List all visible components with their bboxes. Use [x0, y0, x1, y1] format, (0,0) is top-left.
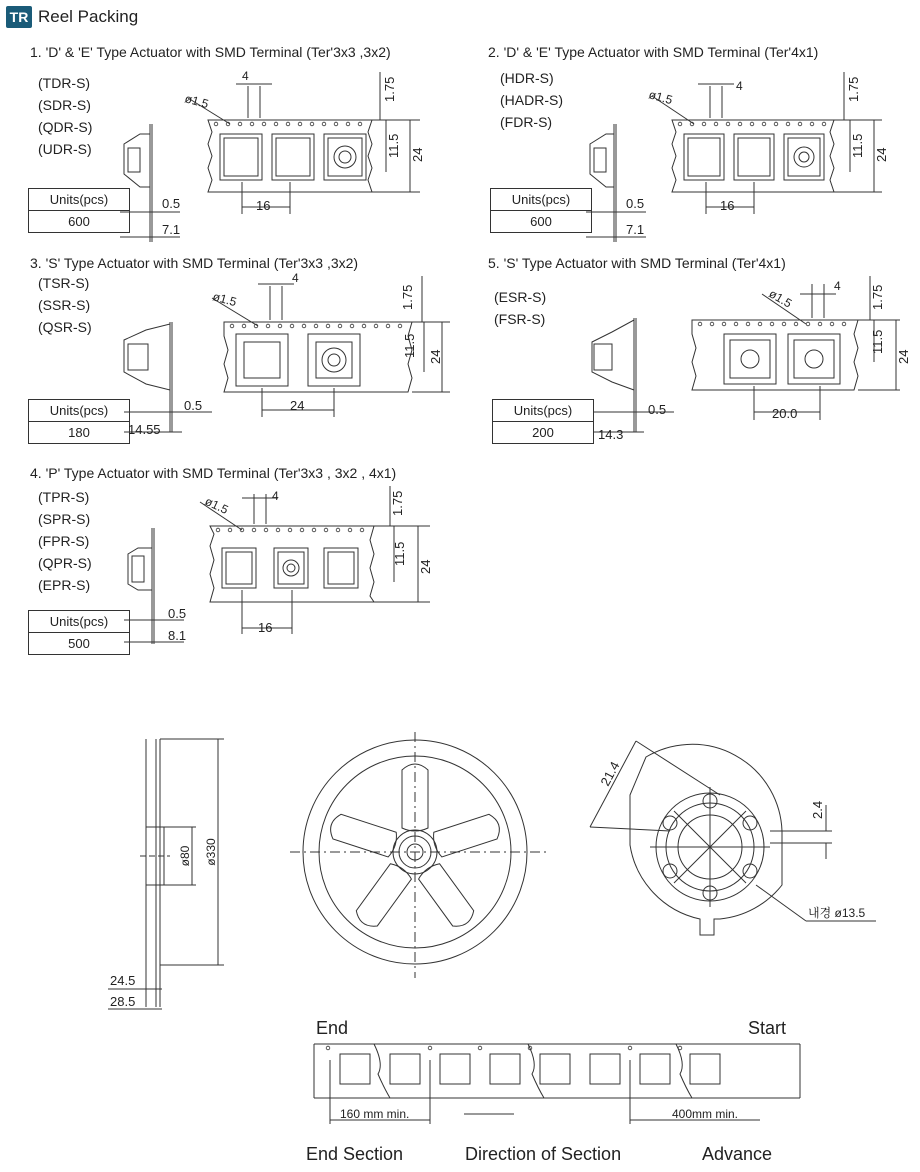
dim-hub-dia: ø80: [178, 845, 192, 867]
tape-end-label: End: [316, 1018, 349, 1038]
dim-inner-dia: 내경 ø13.5: [808, 906, 866, 920]
dim-w1: 24.5: [110, 973, 136, 988]
section-3-drawing: [112, 272, 452, 444]
units-label: Units(pcs): [29, 189, 129, 211]
dim-top: 1.75: [382, 76, 397, 102]
dim-depth: 14.3: [598, 427, 624, 442]
model-label: (SPR-S): [38, 511, 91, 527]
dim-pocket: 16: [256, 198, 271, 213]
tape-end-min: 160 mm min.: [340, 1107, 410, 1121]
section-1-models: [38, 72, 92, 160]
hub-detail: [570, 735, 910, 945]
dim-hole: ø1.5: [766, 286, 795, 311]
tape-leader-diagram: [300, 1040, 805, 1132]
dim-mid: 11.5: [850, 133, 865, 158]
dim-hub-size: 21.4: [597, 759, 623, 789]
units-value: 180: [68, 425, 90, 440]
model-label: (EPR-S): [38, 577, 91, 593]
units-value: 200: [532, 425, 554, 440]
dim-top: 1.75: [870, 284, 885, 310]
model-label: (SDR-S): [38, 97, 91, 113]
end-section-label: End Section: [306, 1144, 404, 1164]
dim-w2: 28.5: [110, 994, 136, 1009]
model-label: (QDR-S): [38, 119, 93, 135]
model-label: (HADR-S): [500, 92, 563, 108]
tr-badge: TR: [6, 6, 32, 28]
section-2-drawing: [572, 62, 912, 247]
model-label: (FPR-S): [38, 533, 90, 549]
dim-thick: 0.5: [162, 196, 181, 211]
model-label: (QSR-S): [38, 319, 92, 335]
units-value: 600: [530, 214, 552, 229]
units-label: Units(pcs): [29, 611, 129, 633]
dim-hole: ø1.5: [183, 91, 211, 112]
section-5-units-box: [492, 399, 594, 444]
dim-top: 1.75: [390, 490, 405, 516]
dim-mid: 11.5: [386, 133, 401, 158]
units-value: 500: [68, 636, 90, 651]
dim-mid: 11.5: [392, 541, 407, 566]
section-4-title: 4. 'P' Type Actuator with SMD Terminal (Ter'3x3 , 3x2 , 4x1): [30, 465, 397, 481]
units-label: Units(pcs): [491, 189, 591, 211]
model-label: (FSR-S): [494, 311, 546, 327]
section-5-drawing: [580, 272, 918, 444]
model-label: (SSR-S): [38, 297, 91, 313]
dim-mid: 11.5: [870, 329, 885, 354]
dim-pitch: 4: [242, 69, 249, 83]
dim-hole: ø1.5: [202, 494, 231, 517]
page-title: Reel Packing: [38, 7, 139, 26]
section-1-title: 1. 'D' & 'E' Type Actuator with SMD Terminal (Ter'3x3 ,3x2): [30, 44, 391, 60]
dim-pitch: 4: [834, 279, 841, 293]
dim-pocket: 20.0: [772, 406, 798, 421]
dim-top: 1.75: [846, 76, 861, 102]
model-label: (FDR-S): [500, 114, 553, 130]
section-2-title: 2. 'D' & 'E' Type Actuator with SMD Terminal (Ter'4x1): [488, 44, 819, 60]
dim-thick: 0.5: [626, 196, 645, 211]
units-label: Units(pcs): [493, 400, 593, 422]
section-3-models: [38, 272, 92, 338]
dim-hole: ø1.5: [647, 87, 675, 108]
units-value: 600: [68, 214, 90, 229]
dim-pocket: 16: [720, 198, 735, 213]
dim-thick: 0.5: [168, 606, 187, 621]
dim-width: 24: [428, 349, 443, 364]
advance-label: Advance: [702, 1144, 773, 1164]
reel-front-view: [290, 730, 560, 990]
section-5-models: [494, 286, 546, 330]
model-label: (UDR-S): [38, 141, 92, 157]
dim-depth: 14.55: [128, 422, 161, 437]
section-2-models: [500, 67, 563, 133]
dim-depth: 7.1: [162, 222, 181, 237]
section-3-title: 3. 'S' Type Actuator with SMD Terminal (Ter'3x3 ,3x2): [30, 255, 359, 271]
dim-width: 24: [874, 147, 889, 162]
dim-width: 24: [410, 147, 425, 162]
dim-pocket: 24: [290, 398, 305, 413]
model-label: (ESR-S): [494, 289, 547, 305]
dim-width: 24: [418, 559, 433, 574]
tape-start-min: 400mm min.: [672, 1107, 739, 1121]
dim-depth: 8.1: [168, 628, 187, 643]
model-label: (TSR-S): [38, 275, 90, 291]
model-label: (TPR-S): [38, 489, 90, 505]
dim-thick: 0.5: [184, 398, 203, 413]
dim-pitch: 4: [736, 79, 743, 93]
dim-thick: 0.5: [648, 402, 667, 417]
dim-reel-dia: ø330: [204, 838, 218, 866]
dim-hole: ø1.5: [211, 289, 239, 310]
dim-pitch: 4: [272, 489, 279, 503]
units-label: Units(pcs): [29, 400, 129, 422]
model-label: (HDR-S): [500, 70, 554, 86]
section-4-drawing: [112, 482, 442, 652]
dim-pocket: 16: [258, 620, 273, 635]
dim-mid: 11.5: [402, 333, 417, 358]
dim-slot: 2.4: [810, 800, 825, 819]
dim-depth: 7.1: [626, 222, 645, 237]
section-1-drawing: [110, 62, 450, 247]
direction-label: Direction of Section: [465, 1144, 622, 1164]
reel-side-view: [100, 735, 230, 1015]
model-label: (TDR-S): [38, 75, 91, 91]
dim-width: 24: [896, 349, 911, 364]
dim-pitch: 4: [292, 272, 299, 285]
section-4-models: [38, 486, 92, 596]
section-5-title: 5. 'S' Type Actuator with SMD Terminal (Ter'4x1): [488, 255, 786, 271]
dim-top: 1.75: [400, 284, 415, 310]
tape-start-label: Start: [748, 1018, 787, 1038]
model-label: (QPR-S): [38, 555, 92, 571]
